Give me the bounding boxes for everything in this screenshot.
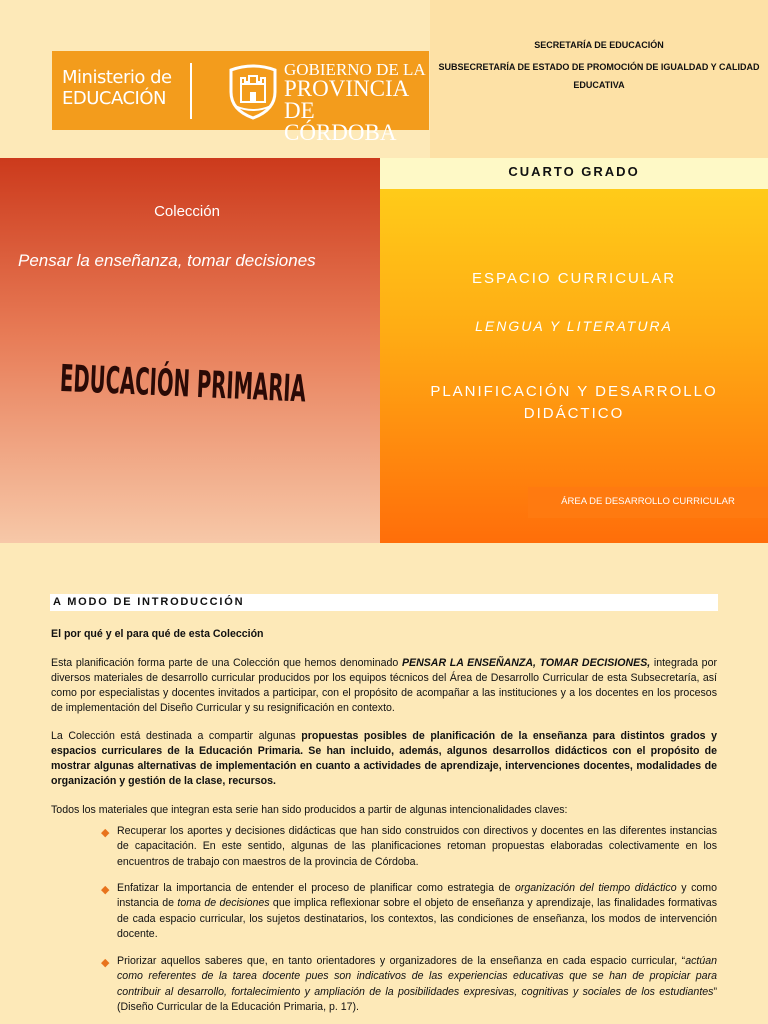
espacio-curricular-label: ESPACIO CURRICULAR xyxy=(471,270,677,287)
subsecretaria-line-1: SUBSECRETARÍA DE ESTADO DE PROMOCIÓN DE IGUALDAD Y CALIDAD xyxy=(438,62,760,72)
p3-text: Todos los materiales que integran esta serie han sido producidos a partir de algunas intencionalidades claves: xyxy=(51,804,568,816)
ministerio-text xyxy=(62,67,172,109)
ministerio-line-2: EDUCACIÓN xyxy=(62,88,166,109)
planificacion-line-2: DIDÁCTICO xyxy=(523,405,625,422)
b2-text-d: toma de decisiones xyxy=(177,897,270,910)
list-item xyxy=(117,881,717,943)
b2-text-c: y como instancia de xyxy=(117,882,717,910)
espacio-panel xyxy=(380,158,768,543)
b3-text-a: Priorizar aquellos saberes que, en tanto orientadores y organizadores de la enseñanza en cada espacio curricular, “ xyxy=(117,955,686,967)
gobierno-line-3: CÓRDOBA xyxy=(284,120,397,145)
materia-title: LENGUA Y LITERATURA xyxy=(475,318,673,334)
secretaria-box xyxy=(430,0,768,158)
paragraph-3 xyxy=(51,803,717,818)
logo-divider xyxy=(190,63,192,119)
gobierno-text xyxy=(284,61,429,144)
ministry-logo xyxy=(52,51,429,145)
subsecretaria-line-2: EDUCATIVA xyxy=(573,80,625,90)
paragraph-1 xyxy=(51,656,717,716)
p2-text-a: La Colección está destinada a compartir algunas xyxy=(51,730,302,742)
p1-collection-name: PENSAR LA ENSEÑANZA, TOMAR DECISIONES, xyxy=(401,657,651,669)
coleccion-title: Pensar la enseñanza, tomar decisiones xyxy=(18,251,316,270)
p1-text-a: Esta planificación forma parte de una Colección que hemos denominado xyxy=(51,657,402,669)
bullet-icon: ◆ xyxy=(101,957,110,969)
bullet-icon: ◆ xyxy=(101,827,110,839)
educacion-primaria-title xyxy=(52,354,425,416)
p2-text-bold: propuestas posibles de planificación de la enseñanza para distintos grados y espacios curriculares de la Educación Primaria. Se han incluido, además, algunos desarrollos didácticos con el propósito de mostrar algunas alternativas de implementación en cuanto a actividades de aprendizaje, intervenciones docentes, modalidades de organización y gestión de la clase, recursos. xyxy=(51,730,717,787)
b3-quote: actúan como referentes de la tarea docente pues son indicativos de las experiencias educativas que se han de propiciar para contribuir al desarrollo, fortalecimiento y ampliación de la posibilidades expresivas, cognitivas y sociales de los estudiantes xyxy=(117,955,717,998)
b1-text: Recuperar los aportes y decisiones didácticas que han sido construidos con directivos y docentes en las diferentes instancias de capacitación. En este sentido, algunas de las planificaciones retoman propuestas elaboradas colectivamente en los encuentros de trabajo con maestros de la provincia de Córdoba. xyxy=(117,825,717,868)
secretaria-label: SECRETARÍA DE EDUCACIÓN xyxy=(534,40,664,50)
grado-banner: CUARTO GRADO xyxy=(380,158,768,189)
p1-text-c: integrada por diversos materiales de desarrollo curricular producidos por los equipos técnicos del Área de Desarrollo Curricular de esta Subsecretaría, así como por especialistas y docentes invitados a participar, con el propósito de acompañar a las instituciones y a los docentes en los procesos de implementación del Diseño Curricular y su resignificación en contexto. xyxy=(51,657,717,714)
b2-text-a: Enfatizar la importancia de entender el proceso de planificar como estrategia de xyxy=(117,882,515,894)
coat-of-arms-icon xyxy=(227,62,279,120)
paragraph-2 xyxy=(51,729,717,789)
list-item xyxy=(117,954,717,1016)
gobierno-line-1: GOBIERNO DE LA xyxy=(284,60,426,79)
svg-text:EDUCACIÓN PRIMARIA: EDUCACIÓN PRIMARIA xyxy=(59,356,425,416)
gobierno-line-2: PROVINCIA DE xyxy=(284,76,408,123)
planificacion-line-1: PLANIFICACIÓN Y DESARROLLO xyxy=(430,383,718,400)
coleccion-label: Colección xyxy=(154,203,220,220)
subtitle: El por qué y el para qué de esta Colección xyxy=(51,628,264,640)
b3-text-c: ” (Diseño Curricular de la Educación Primaria, p. 17). xyxy=(117,985,717,1014)
bullet-icon: ◆ xyxy=(101,884,110,896)
section-title: A MODO DE INTRODUCCIÓN xyxy=(50,594,718,611)
b2-text-e: que implica reflexionar sobre el objeto de enseñanza y aprendizaje, las finalidades formativas de cada espacio curricular, los sujetos destinatarios, los contextos, las condiciones de enseñanza, los modos de intervención docente. xyxy=(117,897,717,941)
b2-text-b: organización del tiempo didáctico xyxy=(514,882,677,894)
list-item xyxy=(117,824,717,870)
area-label: ÁREA DE DESARROLLO CURRICULAR xyxy=(528,487,768,518)
ministerio-line-1: Ministerio de xyxy=(62,67,172,88)
